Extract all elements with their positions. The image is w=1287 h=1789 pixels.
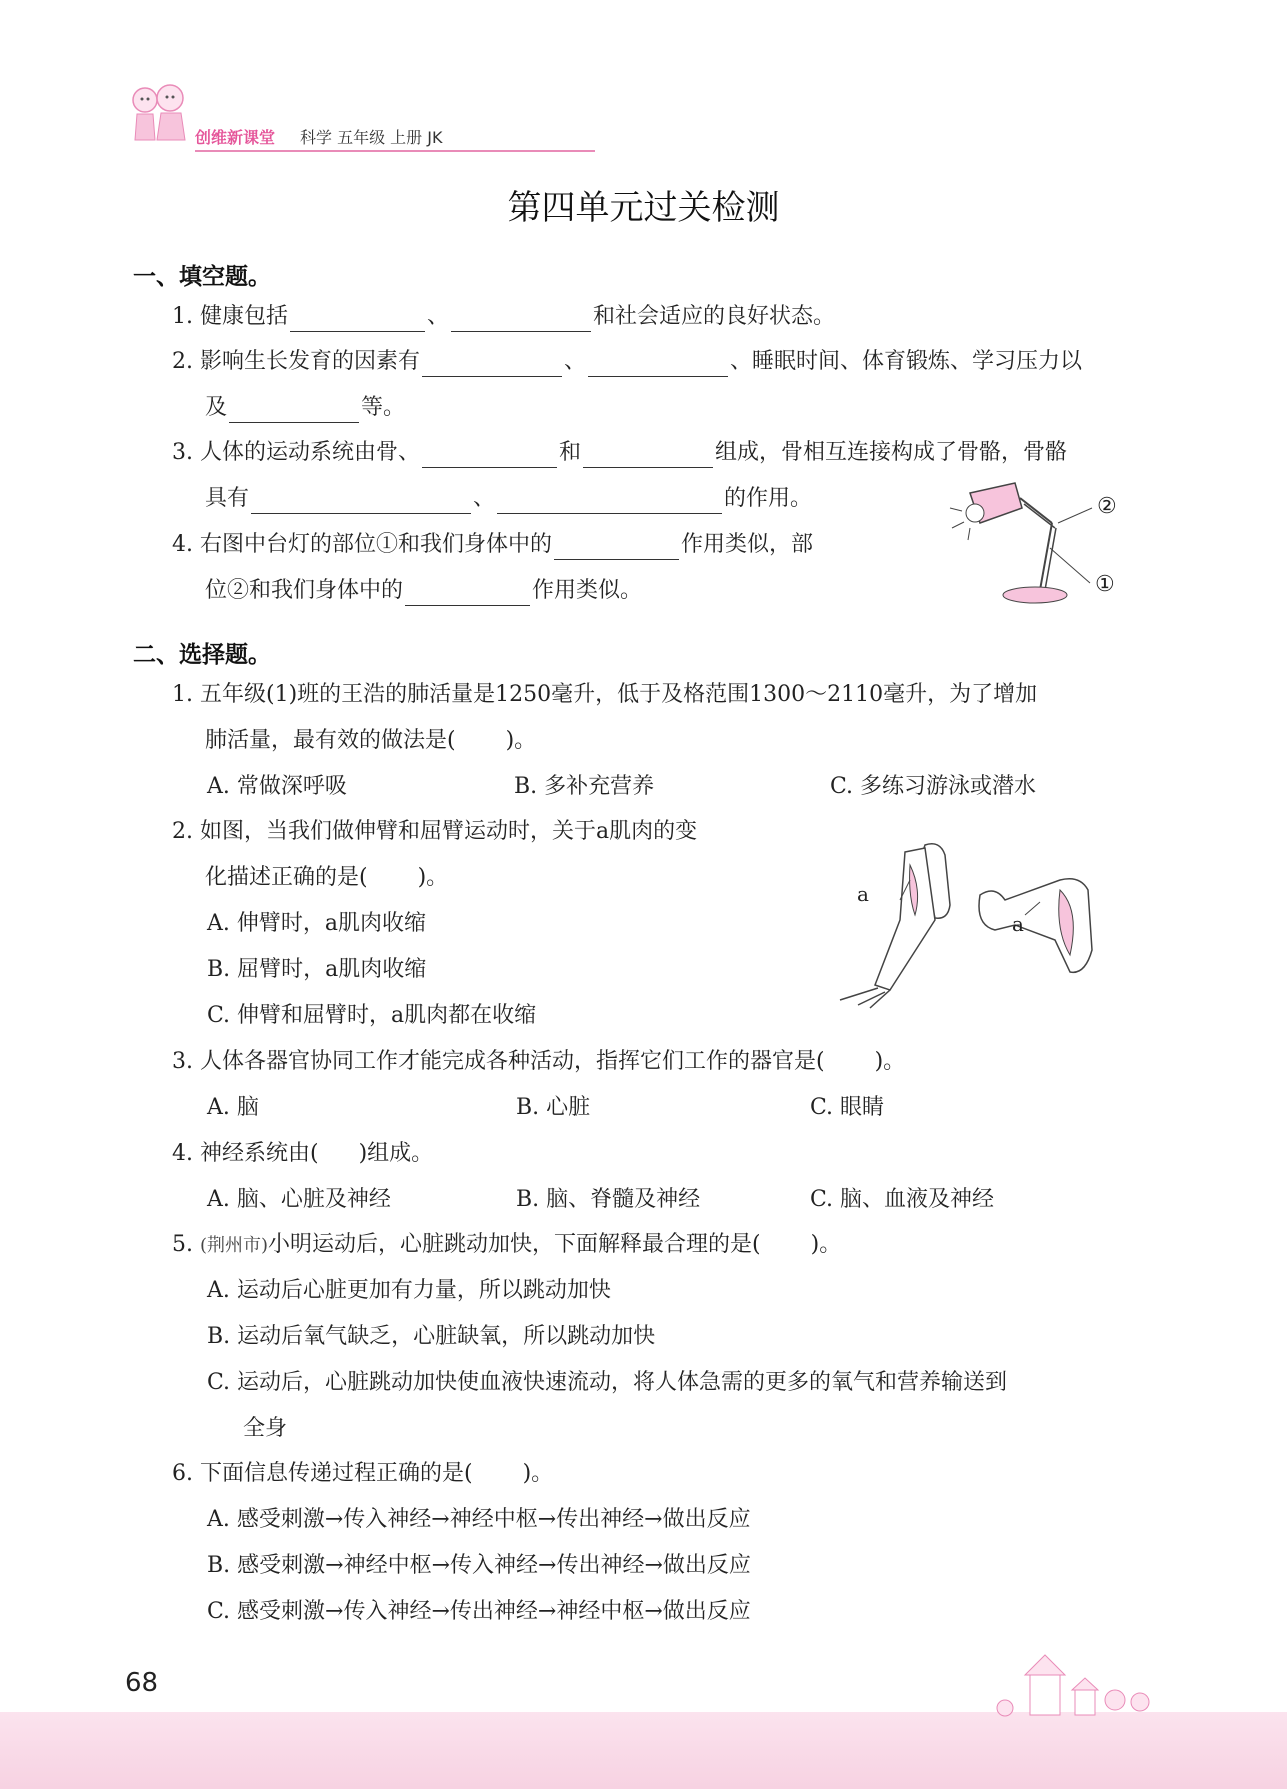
lamp-label-two: ②: [1097, 494, 1117, 519]
choice-q6-option-c[interactable]: C. 感受刺激→传入神经→传出神经→神经中枢→做出反应: [207, 1599, 751, 1624]
fill-q4-line1: [172, 530, 813, 560]
choice-q1-option-c[interactable]: C. 多练习游泳或潜水: [830, 774, 1037, 799]
choice-q4-option-b[interactable]: B. 脑、脊髓及神经: [516, 1187, 701, 1212]
brand-name: 创维新课堂: [195, 128, 276, 147]
fill-q3-line1: [172, 438, 1067, 468]
question-text: 影响生长发育的因素有: [200, 349, 421, 374]
question-text: 右图中台灯的部位①和我们身体中的: [200, 532, 553, 557]
fill-q2-line2: [205, 393, 405, 423]
question-text: 、: [427, 304, 450, 329]
question-number: 3.: [172, 440, 193, 465]
choice-q2-option-a[interactable]: A. 伸臂时，a肌肉收缩: [207, 911, 426, 936]
choice-q2-line1: [172, 817, 697, 847]
question-text: 人体的运动系统由骨、: [200, 440, 421, 465]
question-text: 作用类似。: [532, 578, 643, 603]
question-number: 4.: [172, 1141, 193, 1166]
question-number: 2.: [172, 819, 193, 844]
choice-q2-option-b[interactable]: B. 屈臂时，a肌肉收缩: [207, 957, 427, 982]
question-text: 的作用。: [724, 486, 813, 511]
question-text: )。: [874, 1049, 906, 1074]
question-number: 1.: [172, 682, 193, 707]
castle-decoration-icon: [980, 1650, 1160, 1720]
question-text: 人体各器官协同工作才能完成各种活动，指挥它们工作的器官是(: [200, 1049, 825, 1074]
question-text: 五年级(1)班的王浩的肺活量是1250毫升，低于及格范围1300～2110毫升，为了增加: [200, 682, 1038, 707]
question-text: )。: [417, 865, 449, 890]
question-text: 、: [564, 349, 587, 374]
section-fill-blank-heading: 一、填空题。: [133, 264, 271, 290]
choice-q5-option-c[interactable]: C. 运动后，心脏跳动加快使血液快速流动，将人体急需的更多的氧气和营养输送到: [207, 1370, 1008, 1395]
choice-q1-option-b[interactable]: B. 多补充营养: [514, 774, 655, 799]
question-text: 如图，当我们做伸臂和屈臂运动时，关于a肌肉的变: [200, 819, 698, 844]
fill-q3-line2: [205, 484, 812, 514]
choice-q1-line2: [205, 726, 536, 756]
choice-q3-option-a[interactable]: A. 脑: [207, 1095, 259, 1120]
question-number: 4.: [172, 532, 193, 557]
lamp-label-one: ①: [1095, 572, 1115, 597]
question-number: 3.: [172, 1049, 193, 1074]
question-text: 位②和我们身体中的: [205, 578, 404, 603]
question-text: 等。: [361, 395, 406, 420]
question-text: )。: [522, 1461, 554, 1486]
answer-blank[interactable]: [290, 307, 425, 332]
answer-blank[interactable]: [422, 352, 562, 377]
question-text: )组成。: [358, 1141, 434, 1166]
choice-q5-option-c-cont: 全身: [243, 1416, 288, 1441]
choice-q2-line2: [205, 863, 448, 893]
section-choice-heading: 二、选择题。: [133, 642, 271, 668]
answer-blank[interactable]: [229, 398, 359, 423]
page-number: 68: [125, 1668, 159, 1698]
cartoon-kids-logo-icon: [125, 80, 195, 152]
choice-q1-line1: [172, 680, 1037, 710]
question-text: 、: [473, 486, 496, 511]
question-text: )。: [505, 728, 537, 753]
question-text: 健康包括: [200, 304, 289, 329]
choice-q4-option-c[interactable]: C. 脑、血液及神经: [810, 1187, 995, 1212]
question-text: 和社会适应的良好状态。: [593, 304, 836, 329]
question-text: 作用类似，部: [681, 532, 814, 557]
question-text: 及: [205, 395, 228, 420]
choice-q3-line1: [172, 1047, 905, 1077]
answer-blank[interactable]: [251, 489, 471, 514]
question-text: 肺活量，最有效的做法是(: [205, 728, 456, 753]
footer-band: [0, 1712, 1287, 1789]
choice-q4-option-a[interactable]: A. 脑、心脏及神经: [207, 1187, 391, 1212]
fill-q2-line1: [172, 347, 1082, 377]
choice-q5-line1: [172, 1230, 841, 1261]
choice-q2-option-c[interactable]: C. 伸臂和屈臂时，a肌肉都在收缩: [207, 1003, 537, 1028]
choice-q4-line1: [172, 1139, 433, 1169]
choice-q3-option-b[interactable]: B. 心脏: [516, 1095, 591, 1120]
answer-blank[interactable]: [497, 489, 722, 514]
question-number: 2.: [172, 349, 193, 374]
question-number: 6.: [172, 1461, 193, 1486]
fill-q1: [172, 302, 835, 332]
choice-q5-option-b[interactable]: B. 运动后氧气缺乏，心脏缺氧，所以跳动加快: [207, 1324, 656, 1349]
question-text: 组成，骨相互连接构成了骨骼，骨骼: [715, 440, 1068, 465]
question-number: 1.: [172, 304, 193, 329]
answer-blank[interactable]: [451, 307, 591, 332]
answer-blank[interactable]: [588, 352, 728, 377]
question-text: 具有: [205, 486, 250, 511]
choice-q6-line1: [172, 1459, 553, 1489]
fill-q4-line2: [205, 576, 642, 606]
question-number: 5.: [172, 1232, 193, 1257]
question-source: (荆州市): [200, 1235, 269, 1256]
subject-line: 科学 五年级 上册 JK: [300, 128, 443, 147]
answer-blank[interactable]: [422, 443, 557, 468]
header-divider: [195, 150, 595, 152]
choice-q6-option-a[interactable]: A. 感受刺激→传入神经→神经中枢→传出神经→做出反应: [207, 1507, 751, 1532]
page-header: [125, 80, 1025, 155]
choice-q1-option-a[interactable]: A. 常做深呼吸: [207, 774, 347, 799]
choice-q3-option-c[interactable]: C. 眼睛: [810, 1095, 885, 1120]
answer-blank[interactable]: [583, 443, 713, 468]
question-text: 、睡眠时间、体育锻炼、学习压力以: [730, 349, 1083, 374]
page-title: 第四单元过关检测: [507, 188, 780, 228]
choice-q6-option-b[interactable]: B. 感受刺激→神经中枢→传入神经→传出神经→做出反应: [207, 1553, 751, 1578]
question-text: 和: [559, 440, 582, 465]
arm-label-a-bent: a: [1012, 912, 1024, 936]
arm-label-a-extended: a: [857, 882, 869, 906]
question-text: 小明运动后，心脏跳动加快，下面解释最合理的是(: [268, 1232, 761, 1257]
question-text: 下面信息传递过程正确的是(: [200, 1461, 473, 1486]
question-text: 神经系统由(: [200, 1141, 319, 1166]
arm-muscle-figure: [830, 840, 1110, 1015]
choice-q5-option-a[interactable]: A. 运动后心脏更加有力量，所以跳动加快: [207, 1278, 611, 1303]
answer-blank[interactable]: [554, 535, 679, 560]
question-text: )。: [810, 1232, 842, 1257]
question-text: 化描述正确的是(: [205, 865, 368, 890]
answer-blank[interactable]: [405, 581, 530, 606]
